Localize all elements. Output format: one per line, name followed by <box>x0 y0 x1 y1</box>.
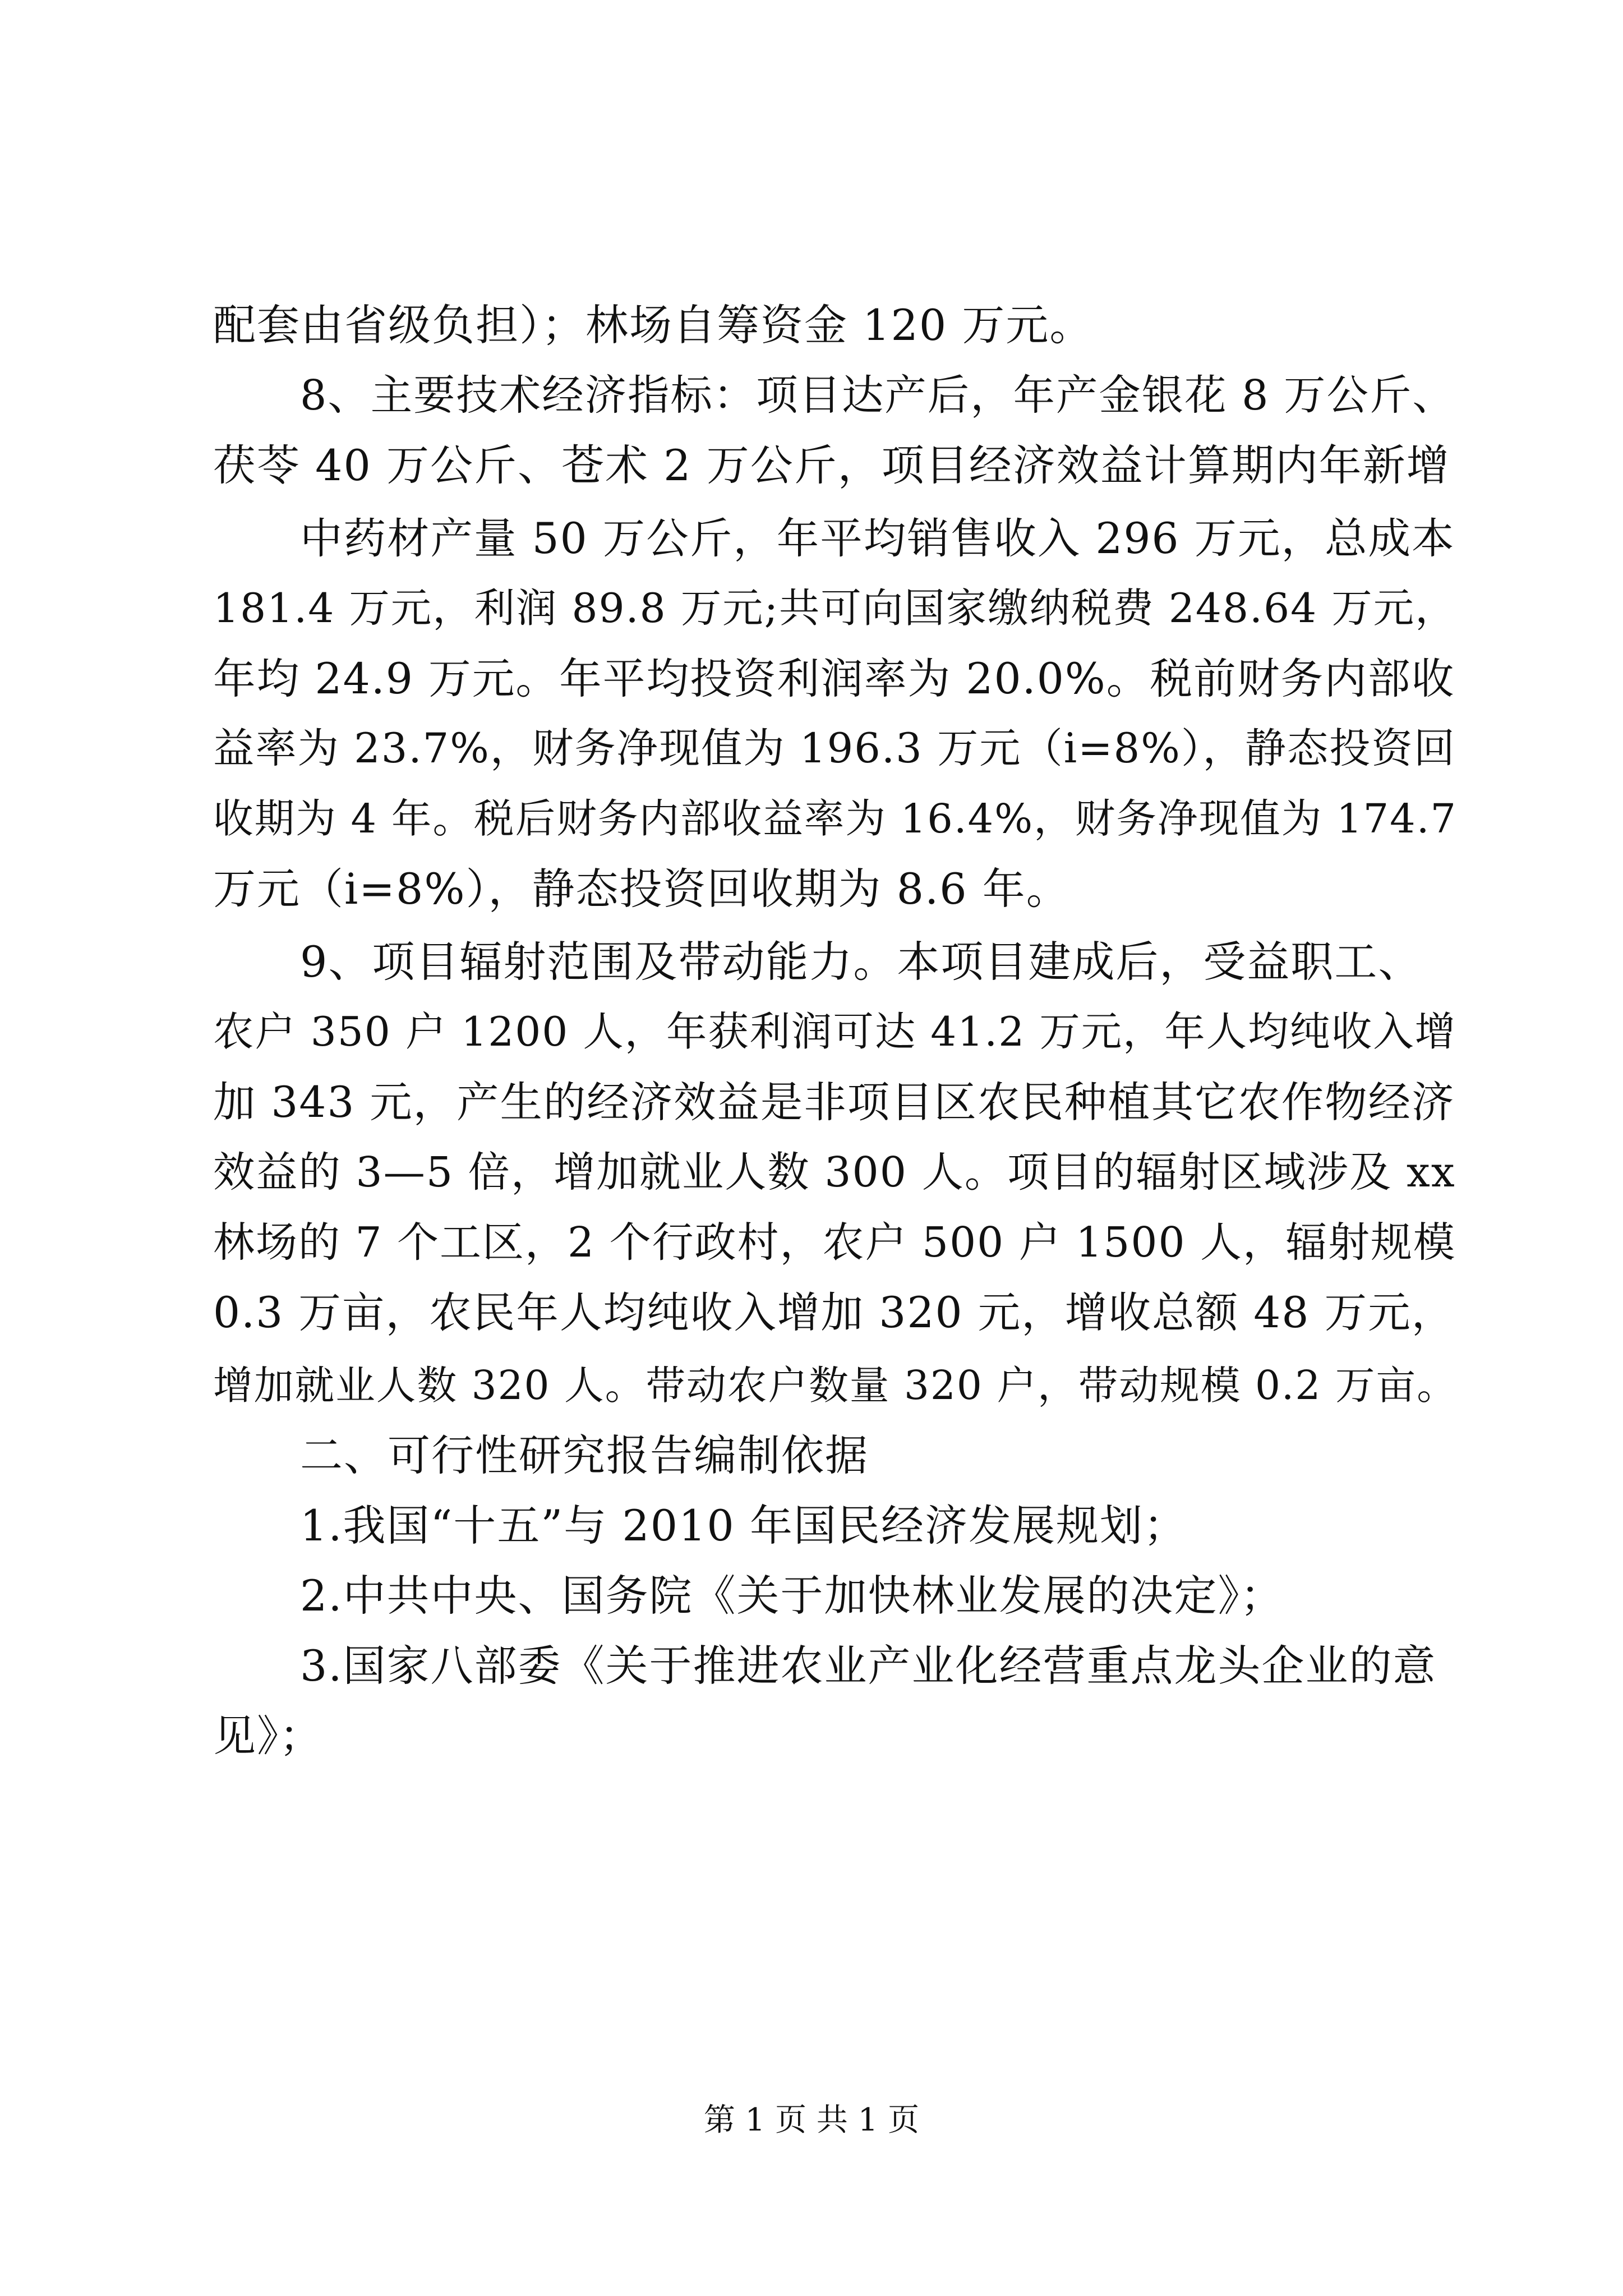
list-item: 1.我国“十五”与 2010 年国民经济发展规划； <box>300 1501 1187 1550</box>
text-line: 增加就业人数 320 人。带动农户数量 320 户，带动规模 0.2 万亩。 <box>213 1362 1458 1409</box>
text-line: 0.3 万亩，农民年人均纯收入增加 320 元，增收总额 48 万元， <box>213 1288 1455 1337</box>
text-line: 181.4 万元，利润 89.8 万元;共可向国家缴纳税费 248.64 万元， <box>213 585 1457 632</box>
list-item: 2.中共中央、国务院《关于加快林业发展的决定》； <box>300 1571 1284 1621</box>
list-item: 3.国家八部委《关于推进农业产业化经营重点龙头企业的意 <box>300 1641 1437 1691</box>
text-line: 加 343 元，产生的经济效益是非项目区农民种植其它农作物经济 <box>213 1078 1455 1127</box>
text-line: 效益的 3—5 倍，增加就业人数 300 人。项目的辐射区域涉及 xx <box>213 1148 1456 1197</box>
section-heading: 二、可行性研究报告编制依据 <box>300 1430 869 1480</box>
text-line: 配套由省级负担）；林场自筹资金 120 万元。 <box>213 300 1094 350</box>
text-line: 农户 350 户 1200 人，年获利润可达 41.2 万元，年人均纯收入增 <box>213 1009 1456 1056</box>
text-line: 9、项目辐射范围及带动能力。本项目建成后，受益职工、 <box>300 937 1422 987</box>
text-line: 中药材产量 50 万公斤，年平均销售收入 296 万元，总成本 <box>300 514 1455 563</box>
text-line: 万元（i=8%），静态投资回收期为 8.6 年。 <box>213 864 1070 914</box>
text-line: 林场的 7 个工区，2 个行政村，农户 500 户 1500 人，辐射规模 <box>213 1218 1456 1267</box>
page-footer: 第 1 页 共 1 页 <box>703 2102 920 2138</box>
text-line: 见》； <box>213 1711 323 1761</box>
text-line: 茯苓 40 万公斤、苍术 2 万公斤，项目经济效益计算期内年新增 <box>213 440 1450 490</box>
text-line: 年均 24.9 万元。年平均投资利润率为 20.0%。税前财务内部收 <box>213 654 1455 703</box>
text-line: 益率为 23.7%，财务净现值为 196.3 万元（i=8%），静态投资回 <box>213 725 1456 772</box>
text-line: 收期为 4 年。税后财务内部收益率为 16.4%，财务净现值为 174.7 <box>213 795 1458 842</box>
text-line: 8、主要技术经济指标：项目达产后，年产金银花 8 万公斤、 <box>300 371 1455 420</box>
